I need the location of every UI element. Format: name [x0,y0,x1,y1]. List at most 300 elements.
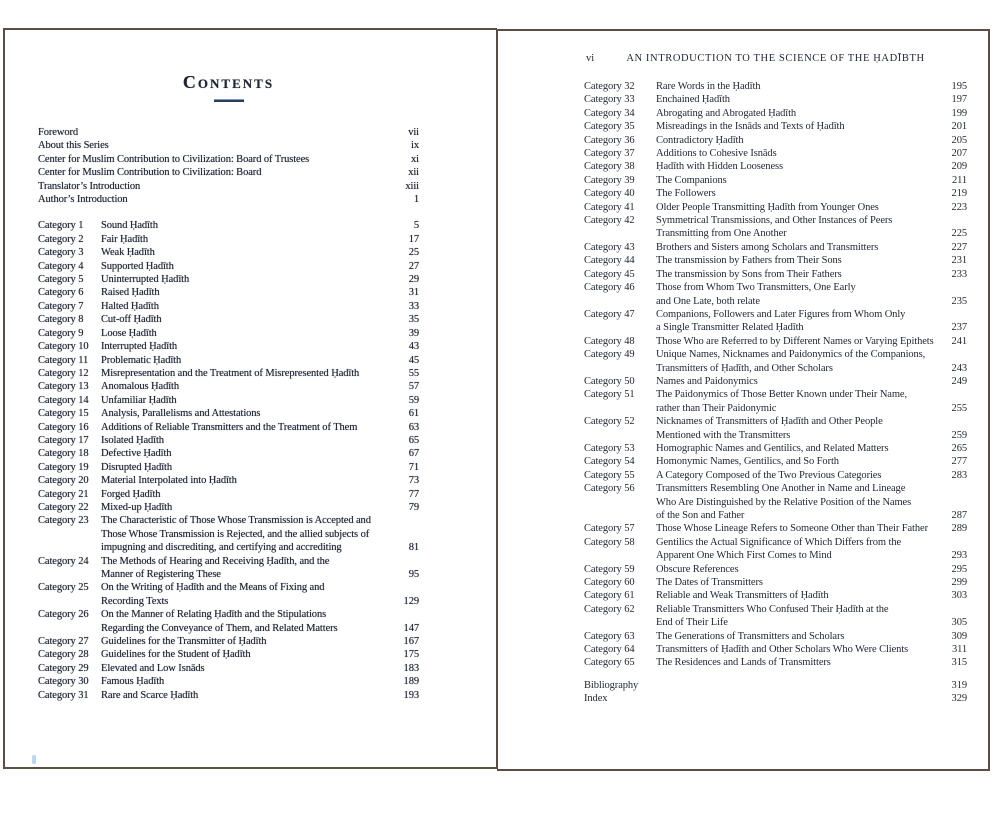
category-label [584,509,656,522]
category-label: Category 34 [584,107,635,119]
page-number [941,308,967,321]
entry-title: The transmission by Fathers from Their Sons [656,255,842,267]
category-label: Category 10 [38,341,89,353]
page-number: 211 [951,174,967,186]
entry-title: of the Son and Father [656,510,745,521]
category-label: Category 58 [584,536,635,548]
entry-title: Ḥadīth with Hidden Looseness [656,161,783,173]
category-label: Category 30 [38,676,89,688]
page-number: 237 [951,322,967,334]
page-number: 39 [408,327,419,339]
page-number: 183 [403,662,419,674]
toc-entry-line [38,260,419,273]
toc-entry-line [584,563,967,576]
entry-title: Guidelines for the Transmitter of Ḥadīth [101,636,267,648]
page-number: 17 [408,233,419,245]
toc-entry-line [584,536,967,549]
category-label: Category 27 [38,636,89,648]
entry-title: Transmitters of Ḥadīth and Other Scholars Who Were Clients [656,644,909,656]
entry-title: The Generations of Transmitters and Scholars [656,630,845,642]
category-label: Category 19 [38,461,89,473]
toc-entry-line [584,616,967,629]
entry-title: Raised Ḥadīth [101,287,160,299]
entry-title: Fair Ḥadīth [101,233,149,245]
entry-title: Transmitters Resembling One Another in Name and Lineage [656,483,906,495]
entry-title: Weak Ḥadīth [101,247,155,259]
page-number: 249 [951,375,967,387]
entry-title: Homographic Names and Gentilics, and Related Matters [656,442,889,454]
entry-title: Enchained Ḥadīth [656,94,730,106]
toc-entry-line [584,174,967,187]
category-label: Category 11 [38,354,89,366]
front-matter-list [38,126,419,206]
entry-title: Regarding the Conveyance of Them, and Related Matters [101,622,338,634]
entry-label: Translator’s Introduction [38,180,141,192]
entry-title: Problematic Ḥadīth [101,354,182,366]
category-label: Category 46 [584,282,635,294]
toc-entry-line [38,273,419,286]
toc-entry-line [584,227,967,240]
page-number: 1 [413,194,419,206]
toc-entry-line [584,348,967,361]
category-label: Category 53 [584,442,635,454]
page-number [941,482,967,495]
toc-entry-line [38,541,419,554]
page-number [941,415,967,428]
page-number: 303 [951,590,967,602]
entry-title: Analysis, Parallelisms and Attestations [101,408,261,420]
entry-title: Loose Ḥadīth [101,327,157,339]
toc-entry-line [584,643,967,656]
category-label: Category 37 [584,148,635,160]
category-label: Category 47 [584,308,635,320]
category-label: Category 21 [38,488,89,500]
entry-label: Author’s Introduction [38,194,128,206]
page-number [941,281,967,294]
toc-entry-line [38,528,419,541]
contents-title: Contents [182,72,275,92]
entry-title: Mentioned with the Transmitters [656,429,791,441]
toc-entry-line [38,421,419,434]
category-label: Category 22 [38,501,89,513]
entry-title: Elevated and Low Isnāds [101,662,205,674]
entry-title: Those Who are Referred to by Different Names or Varying Epithets [656,335,934,347]
category-label [584,549,656,562]
category-label: Category 23 [38,515,89,527]
page-number: 29 [408,274,419,286]
category-label: Category 39 [584,174,635,186]
page-number: 233 [951,268,967,280]
entry-title: A Category Composed of the Two Previous Categories [656,469,882,481]
category-label: Category 49 [584,349,635,361]
entry-title: The Methods of Hearing and Receiving Ḥadīth, and the [101,555,330,567]
running-header [584,52,967,65]
toc-entry-line [584,241,967,254]
entry-title: Contradictory Ḥadīth [656,134,744,146]
category-label: Category 63 [584,630,635,642]
toc-entry-line [584,80,967,93]
toc-entry-line [584,469,967,482]
page-number: 201 [951,121,967,133]
folio-number: vi [586,53,595,64]
entry-title: Reliable and Weak Transmitters of Ḥadīth [656,590,829,602]
toc-entry-line [584,201,967,214]
running-title: AN INTRODUCTION TO THE SCIENCE OF THE ḤADĪBTH [626,53,925,64]
toc-entry-line [584,576,967,589]
category-label [584,227,656,240]
page-number: 79 [408,501,419,513]
entry-title: The Paidonymics of Those Better Known under Their Name, [656,389,908,401]
category-label [584,321,656,334]
category-label: Category 36 [584,134,635,146]
category-label: Category 9 [38,327,84,339]
scan-artifact [32,755,36,764]
page-number: 231 [951,255,967,267]
entry-title: Reliable Transmitters Who Confused Their Ḥadīth at the [656,603,889,615]
entry-label: Bibliography [584,679,639,691]
category-label: Category 15 [38,408,89,420]
toc-entry-line [584,187,967,200]
page-number: 5 [413,220,419,232]
entry-title: Who Are Distinguished by the Relative Position of the Names [656,496,912,508]
toc-entry-line [584,254,967,267]
back-matter-list [584,679,967,706]
category-label: Category 3 [38,247,84,259]
category-label: Category 33 [584,94,635,106]
page-number [941,388,967,401]
toc-entry-line [584,120,967,133]
entry-title: Interrupted Ḥadīth [101,341,178,353]
category-label: Category 26 [38,609,89,621]
page-number: 311 [951,644,967,656]
page-number [393,608,419,621]
page-number: 287 [951,510,967,521]
page-number: 81 [408,542,419,554]
entry-title: Companions, Followers and Later Figures from Whom Only [656,308,906,320]
toc-entry-line [584,402,967,415]
category-label [38,541,101,554]
toc-entry-line [584,603,967,616]
toc-entry-line [584,415,967,428]
entry-title: Those Whose Transmission is Rejected, and the allied subjects of [101,528,370,540]
page-number: 57 [408,381,419,393]
category-label: Category 52 [584,416,635,428]
category-label: Category 13 [38,381,89,393]
category-label: Category 2 [38,233,84,245]
page-number [393,581,419,594]
page-number: 65 [408,434,419,446]
page-number: 95 [408,569,419,580]
page-number: 209 [951,161,967,173]
entry-title: Isolated Ḥadīth [101,434,164,446]
entry-title: Homonymic Names, Gentilics, and So Forth [656,456,839,468]
page-number: 205 [951,134,967,146]
entry-title: Guidelines for the Student of Ḥadīth [101,649,251,661]
page-number: 243 [951,362,967,374]
page-number: 27 [408,260,419,272]
toc-entry-line [584,93,967,106]
toc-entry-line [38,233,419,246]
toc-entry-line [584,630,967,643]
page-number: 35 [408,314,419,326]
entry-title: Symmetrical Transmissions, and Other Instances of Peers [656,215,893,227]
entry-title: Cut-off Ḥadīth [101,314,162,326]
page-number: 43 [408,341,419,353]
left-page [3,28,497,769]
category-label: Category 60 [584,577,635,589]
page-number: 277 [951,456,967,468]
entry-title: Recording Texts [101,595,169,607]
entry-title: Supported Ḥadīth [101,260,174,272]
toc-entry-line [38,662,419,675]
page-number: 225 [951,228,967,240]
toc-row [38,139,419,152]
title-rule [214,99,244,102]
toc-entry-line [584,549,967,562]
category-label: Category 18 [38,448,89,460]
page-number: 319 [951,679,967,691]
toc-entry-line [584,214,967,227]
toc-entry-line [584,147,967,160]
page-number [941,496,967,509]
category-label: Category 38 [584,161,635,173]
toc-entry-line [38,447,419,460]
category-label: Category 65 [584,657,635,669]
page-number: 197 [951,94,967,106]
category-label: Category 51 [584,389,635,401]
category-label: Category 43 [584,241,635,253]
right-page [497,29,990,771]
page-number: 255 [951,402,967,414]
entry-title: a Single Transmitter Related Ḥadīth [656,322,804,334]
category-label: Category 17 [38,434,89,446]
category-label: Category 8 [38,314,84,326]
page-number [393,528,419,541]
page-number: 207 [951,148,967,160]
category-label: Category 31 [38,689,89,701]
entry-title: Uninterrupted Ḥadīth [101,274,190,286]
toc-row [38,126,419,139]
category-label: Category 1 [38,220,84,232]
toc-entry-line [584,656,967,669]
right-page-content [584,52,967,706]
entry-title: Misreadings in the Isnāds and Texts of Ḥadīth [656,121,845,133]
toc-entry-line [38,501,419,514]
page-number: 259 [951,429,967,441]
entry-title: On the Writing of Ḥadīth and the Means of Fixing and [101,582,325,594]
category-label: Category 59 [584,563,635,575]
page-number: 55 [408,367,419,379]
entry-title: The Characteristic of Those Whose Transmission is Accepted and [101,515,371,527]
entry-title: On the Manner of Relating Ḥadīth and the Stipulations [101,609,327,621]
toc-entry-line [38,380,419,393]
toc-entry-line [584,522,967,535]
entry-title: The Followers [656,188,716,200]
entry-title: Sound Ḥadīth [101,220,158,232]
category-label: Category 62 [584,603,635,615]
page-number: 59 [408,394,419,406]
entry-title: impugning and discrediting, and certifying and accrediting [101,542,342,554]
category-label [584,295,656,308]
page-number: 241 [951,335,967,347]
entry-title: Additions to Cohesive Isnāds [656,148,777,160]
toc-entry-line [38,367,419,380]
toc-entry-line [38,434,419,447]
toc-entry-line [584,281,967,294]
category-label: Category 44 [584,255,635,267]
category-label [38,528,101,541]
page-number: 33 [408,300,419,312]
toc-entry-line [38,555,419,568]
entry-title: Misrepresentation and the Treatment of Misrepresented Ḥadīth [101,367,360,379]
page-number: 31 [408,287,419,299]
category-label [584,429,656,442]
category-label [38,568,101,581]
page-number: 193 [403,689,419,701]
category-label: Category 45 [584,268,635,280]
entry-title: Nicknames of Transmitters of Ḥadīth and Other People [656,416,883,428]
entry-title: Material Interpolated into Ḥadīth [101,475,237,487]
toc-row [38,166,419,179]
page-number: 175 [403,649,419,661]
page-number: 67 [408,448,419,460]
entry-label: Center for Muslim Contribution to Civilization: Board [38,167,262,179]
category-label: Category 28 [38,649,89,661]
category-label: Category 57 [584,523,635,535]
page-number: 71 [408,461,419,473]
page-number: xiii [405,180,419,192]
category-label [38,622,101,635]
toc-entry-line [584,160,967,173]
toc-entry-line [584,321,967,334]
page-number: 227 [951,241,967,253]
toc-entry-line [584,268,967,281]
toc-entry-line [584,509,967,522]
toc-entry-line [584,375,967,388]
entry-title: The transmission by Sons from Their Fathers [656,268,842,280]
left-toc-list [38,219,419,702]
page-number: 199 [951,107,967,119]
entry-title: Famous Ḥadīth [101,676,165,688]
page-number: xi [411,153,419,165]
category-label: Category 6 [38,287,84,299]
entry-title: Abrogating and Abrogated Ḥadīth [656,107,797,119]
page-number: 73 [408,475,419,487]
category-label: Category 64 [584,644,635,656]
category-label: Category 48 [584,335,635,347]
page-number [941,603,967,616]
toc-entry-line [38,313,419,326]
toc-entry-line [38,648,419,661]
entry-title: Names and Paidonymics [656,375,758,387]
category-label: Category 54 [584,456,635,468]
page-number: 25 [408,247,419,259]
toc-entry-line [584,295,967,308]
toc-entry-line [38,595,419,608]
entry-title: and One Late, both relate [656,295,760,307]
entry-label: Center for Muslim Contribution to Civilization: Board of Trustees [38,153,310,165]
entry-label: Index [584,693,608,705]
toc-entry-line [38,635,419,648]
page-number: 63 [408,421,419,433]
page-number: ix [411,140,419,152]
page-number [941,214,967,227]
toc-row [38,180,419,193]
entry-label: Foreword [38,127,79,138]
page-number: 289 [951,523,967,535]
entry-title: Forged Ḥadīth [101,488,161,500]
toc-row [584,692,967,705]
toc-entry-line [584,455,967,468]
toc-row [38,153,419,166]
category-label: Category 41 [584,201,635,213]
toc-entry-line [38,300,419,313]
entry-title: The Companions [656,174,727,186]
toc-entry-line [38,689,419,702]
toc-entry-line [38,488,419,501]
page-number [393,514,419,527]
page-number: 147 [403,622,419,634]
entry-title: Disrupted Ḥadīth [101,461,173,473]
page-number: 265 [951,442,967,454]
toc-row [38,193,419,206]
entry-title: Defective Ḥadīth [101,448,172,460]
page-number: vii [408,127,419,138]
toc-entry-line [38,474,419,487]
toc-entry-line [584,362,967,375]
category-label: Category 56 [584,483,635,495]
toc-entry-line [584,442,967,455]
toc-entry-line [38,246,419,259]
entry-label: About this Series [38,140,109,152]
page-number [941,536,967,549]
entry-title: Rare Words in the Ḥadīth [656,81,761,92]
entry-title: Brothers and Sisters among Scholars and Transmitters [656,241,879,253]
page-number: 315 [951,657,967,669]
toc-entry-line [584,589,967,602]
category-label [38,595,101,608]
category-label [584,616,656,629]
entry-title: The Dates of Transmitters [656,577,763,589]
entry-title: End of Their Life [656,617,728,629]
category-label: Category 4 [38,260,84,272]
page-number: xii [408,167,419,179]
page-number: 305 [951,617,967,629]
category-label: Category 61 [584,590,635,602]
category-label: Category 24 [38,555,89,567]
page-number: 295 [951,563,967,575]
category-label: Category 35 [584,121,635,133]
entry-title: Mixed-up Ḥadīth [101,501,173,513]
entry-title: Additions of Reliable Transmitters and the Treatment of Them [101,421,358,433]
category-label: Category 55 [584,469,635,481]
page-number: 219 [951,188,967,200]
toc-entry-line [584,429,967,442]
toc-entry-line [38,219,419,232]
page-number: 235 [951,295,967,307]
page-number: 61 [408,408,419,420]
page-number [393,555,419,568]
entry-title: Rare and Scarce Ḥadīth [101,689,199,701]
toc-entry-line [584,308,967,321]
page-number [941,348,967,361]
category-label: Category 32 [584,81,635,92]
page-number: 293 [951,550,967,562]
entry-title: Transmitting from One Another [656,228,787,240]
toc-entry-line [38,514,419,527]
toc-entry-line [38,461,419,474]
category-label [584,496,656,509]
